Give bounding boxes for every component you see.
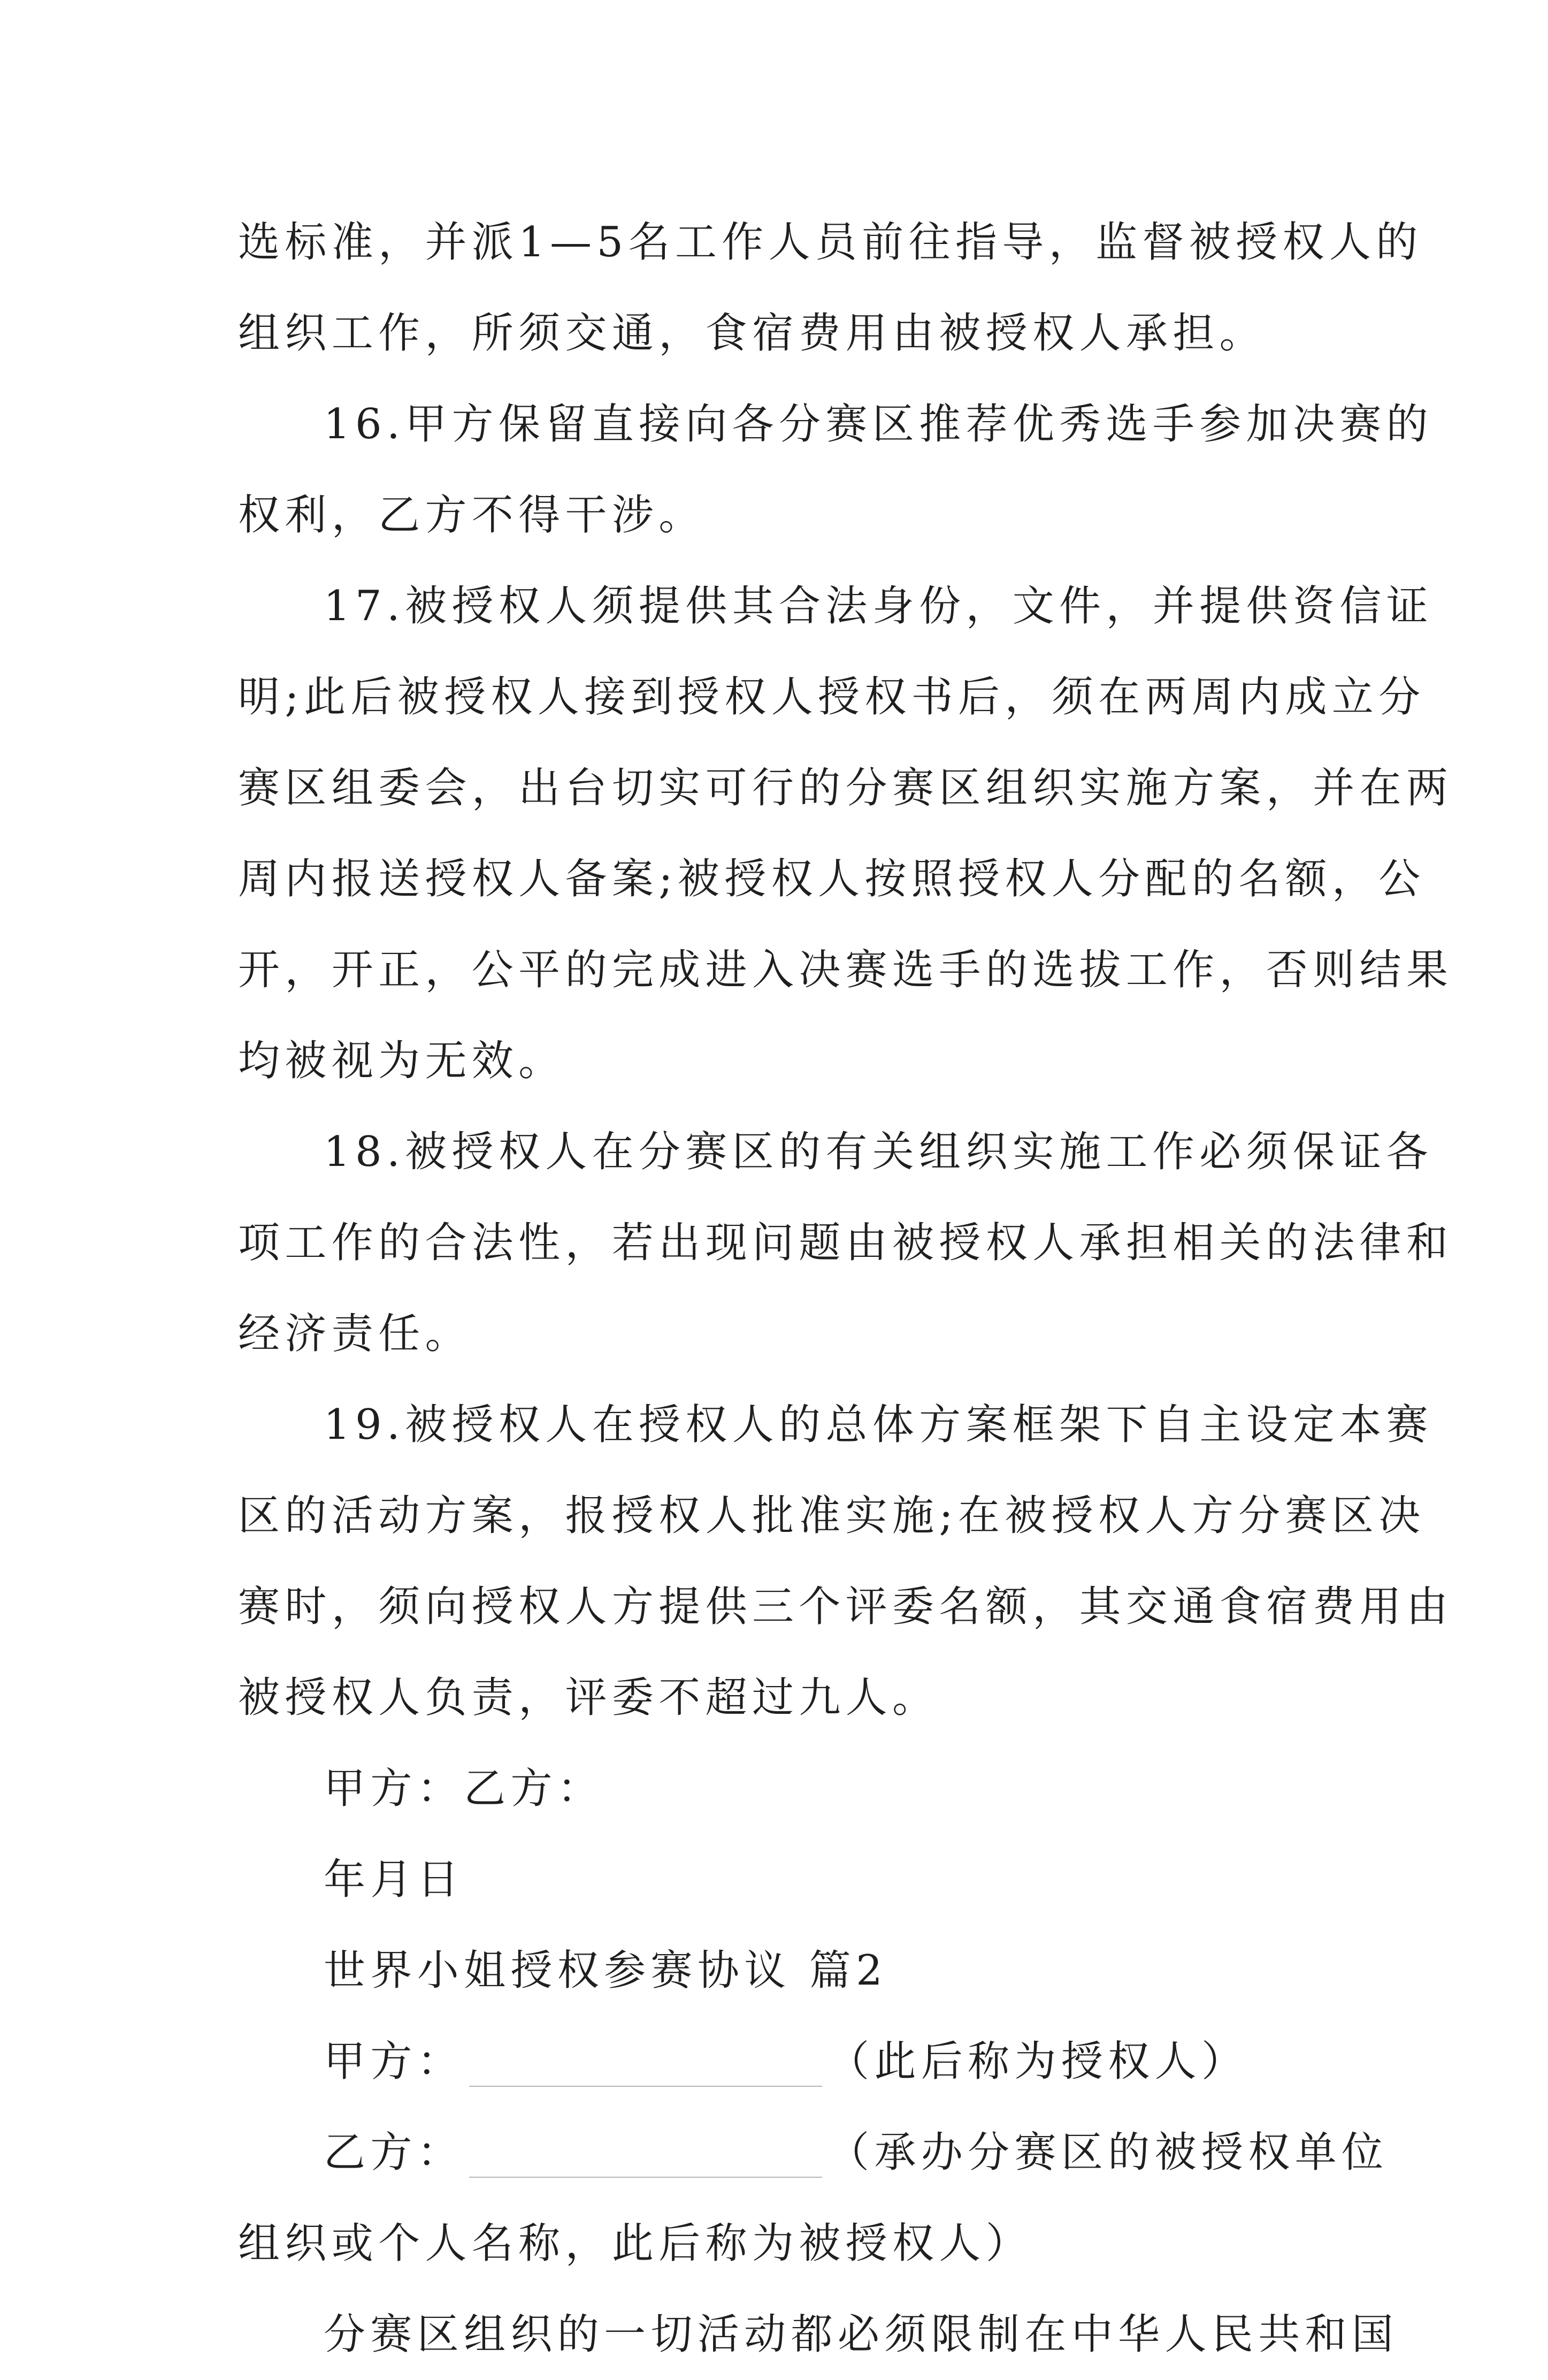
text-line: 分赛区组织的一切活动都必须限制在中华人民共和国 xyxy=(324,2310,1399,2359)
clause-19: 19.被授权人在授权人的总体方案框架下自主设定本赛 xyxy=(324,1401,1434,1449)
party-a-blank xyxy=(469,2043,822,2087)
text-line: 经济责任。 xyxy=(238,1310,472,1358)
party-b-note: （承办分赛区的被授权单位 xyxy=(827,2129,1389,2177)
text-line: 选标准，并派1—5名工作人员前往指导，监督被授权人的 xyxy=(238,218,1423,266)
party-a-label: 甲方： xyxy=(324,2038,464,2086)
party-b-label: 乙方： xyxy=(324,2129,464,2177)
text-line: 明;此后被授权人接到授权人授权书后，须在两周内成立分 xyxy=(238,673,1426,721)
clause-17: 17.被授权人须提供其合法身份，文件，并提供资信证 xyxy=(324,582,1434,630)
text-line: 周内报送授权人备案;被授权人按照授权人分配的名额，公 xyxy=(238,855,1426,903)
section-title: 世界小姐授权参赛协议 篇2 xyxy=(324,1947,888,1995)
party-a-line xyxy=(238,2016,1327,2107)
text-line: 赛时，须向授权人方提供三个评委名额，其交通食宿费用由 xyxy=(238,1583,1453,1631)
party-b-continuation: 组织或个人名称，此后称为被授权人） xyxy=(238,2219,1033,2268)
party-a-note: （此后称为授权人） xyxy=(827,2038,1248,2086)
text-line: 区的活动方案，报授权人批准实施;在被授权人方分赛区决 xyxy=(238,1492,1426,1540)
text-line: 组织工作，所须交通，食宿费用由被授权人承担。 xyxy=(238,309,1266,357)
text-line: 项工作的合法性，若出现问题由被授权人承担相关的法律和 xyxy=(238,1219,1453,1267)
signature-parties: 甲方：乙方： xyxy=(324,1765,604,1813)
text-line: 均被视为无效。 xyxy=(238,1037,565,1085)
text-line: 权利，乙方不得干涉。 xyxy=(238,491,706,539)
party-b-line xyxy=(238,2107,1389,2198)
document-page xyxy=(238,197,1453,2380)
clause-16: 16.甲方保留直接向各分赛区推荐优秀选手参加决赛的 xyxy=(324,400,1434,448)
party-b-blank xyxy=(469,2134,822,2178)
text-line: 被授权人负责，评委不超过九人。 xyxy=(238,1674,939,1722)
clause-18: 18.被授权人在分赛区的有关组织实施工作必须保证各 xyxy=(324,1128,1434,1176)
text-line: 开，开正，公平的完成进入决赛选手的选拔工作，否则结果 xyxy=(238,946,1453,994)
signature-date: 年月日 xyxy=(324,1856,464,1904)
text-line: 赛区组委会，出台切实可行的分赛区组织实施方案，并在两 xyxy=(238,764,1453,812)
